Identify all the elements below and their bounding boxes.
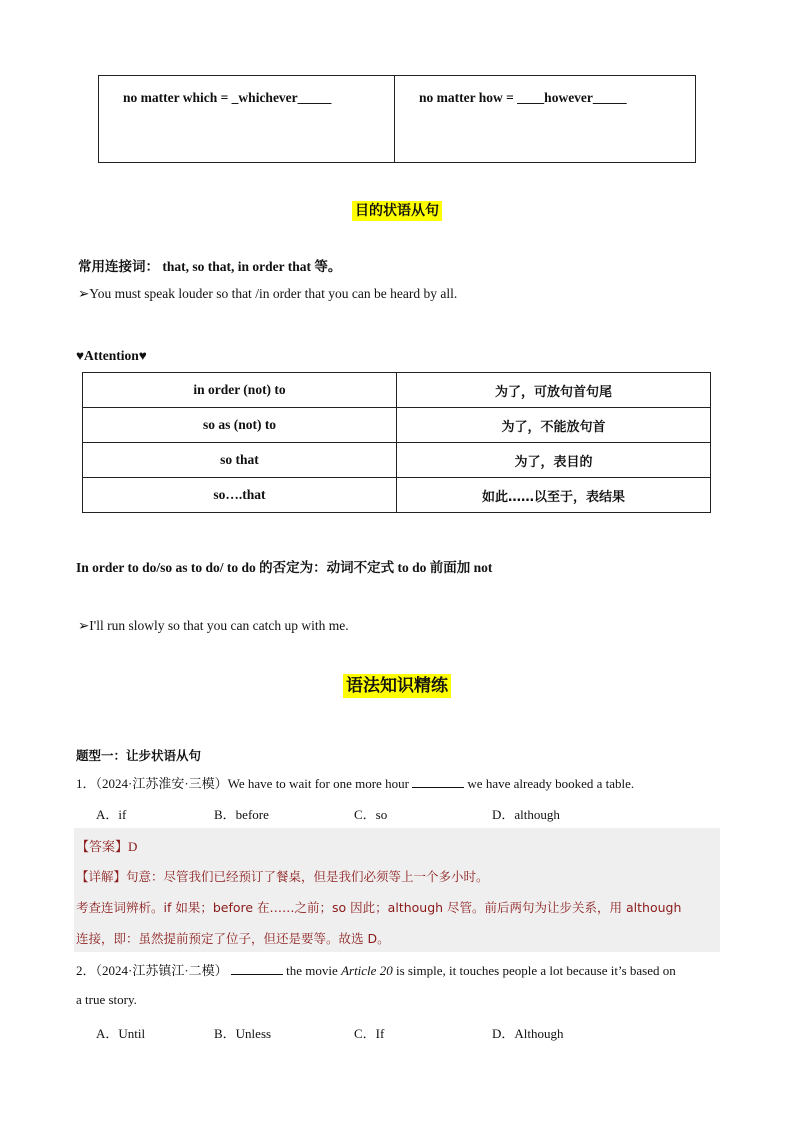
detail-line-2: 考查连词辨析。if 如果；before 在……之前；so 因此；although 尽管。前后两句为让步关系，用 although [76, 900, 682, 915]
meaning-cell: 为了，可放句首句尾 [397, 373, 711, 408]
detail-meaning: 句意：尽管我们已经预订了餐桌，但是我们必须等上一个多小时。 [126, 869, 489, 884]
question-1-stem-after: we have already booked a table. [467, 776, 635, 791]
practice-heading: 语法知识精练 [343, 674, 451, 698]
phrase-cell: so that [83, 443, 397, 478]
option-b[interactable]: B．before [214, 807, 269, 822]
answer-line: 【答案】D [76, 839, 138, 854]
negation-note: In order to do/so as to do/ to do 的否定为：动词不定式 to do 前面加 not [76, 560, 493, 575]
meaning-cell: 如此……以至于，表结果 [397, 478, 711, 513]
question-2-options [96, 1023, 656, 1043]
question-1-stem [76, 773, 634, 792]
detail-line-3: 连接，即：虽然提前预定了位子，但还是要等。故选 D。 [76, 931, 390, 946]
question-1-stem-before: 1．（2024·江苏淮安·三模）We have to wait for one more hour [76, 776, 409, 791]
phrase-cell: so….that [83, 478, 397, 513]
no-matter-how-cell: no matter how = ____however_____ [395, 76, 696, 163]
phrase-cell: so as (not) to [83, 408, 397, 443]
detail-label: 【详解】 [76, 869, 127, 884]
no-matter-which-cell: no matter which = _whichever_____ [99, 76, 395, 163]
option-d[interactable]: D．Although [492, 1026, 564, 1041]
conjunctions-list: that, so that, in order that 等。 [162, 259, 342, 274]
option-c[interactable]: C．If [354, 1026, 385, 1041]
option-a[interactable]: A．if [96, 807, 127, 822]
attention-label: ♥Attention♥ [76, 348, 147, 363]
question-2-stem-after: is simple, it touches people a lot because it’s based on [395, 963, 676, 978]
question-2-stem-mid: the movie [286, 963, 338, 978]
practice-heading-wrap [0, 671, 794, 696]
question-type-label: 题型一：让步状语从句 [76, 748, 202, 763]
answer-blank [412, 775, 464, 788]
question-2-stem-before: 2．（2024·江苏镇江·二模） [76, 963, 228, 978]
meaning-cell: 为了，表目的 [397, 443, 711, 478]
detail-line-1 [76, 867, 489, 885]
conjunctions-line [78, 255, 341, 275]
purpose-clause-heading: 目的状语从句 [352, 201, 442, 221]
table-row [83, 478, 711, 513]
phrase-cell: in order (not) to [83, 373, 397, 408]
option-b[interactable]: B．Unless [214, 1026, 272, 1041]
no-matter-table [98, 75, 696, 163]
answer-blank [231, 962, 283, 975]
attention-table [82, 372, 711, 513]
option-c[interactable]: C．so [354, 807, 388, 822]
meaning-cell: 为了，不能放句首 [397, 408, 711, 443]
table-row [83, 408, 711, 443]
example-two: ➢I'll run slowly so that you can catch up with me. [78, 618, 349, 633]
question-1-options [96, 804, 656, 824]
question-2-stem-line-2: a true story. [76, 992, 137, 1007]
purpose-clause-heading-wrap [0, 200, 794, 220]
table-row [83, 443, 711, 478]
movie-title: Article 20 [341, 963, 393, 978]
option-d[interactable]: D．although [492, 807, 560, 822]
conjunctions-label: 常用连接词： [78, 259, 159, 275]
table-row [83, 373, 711, 408]
question-2-stem [76, 960, 676, 979]
option-a[interactable]: A．Until [96, 1026, 146, 1041]
purpose-example: ➢You must speak louder so that /in order that you can be heard by all. [78, 286, 458, 301]
